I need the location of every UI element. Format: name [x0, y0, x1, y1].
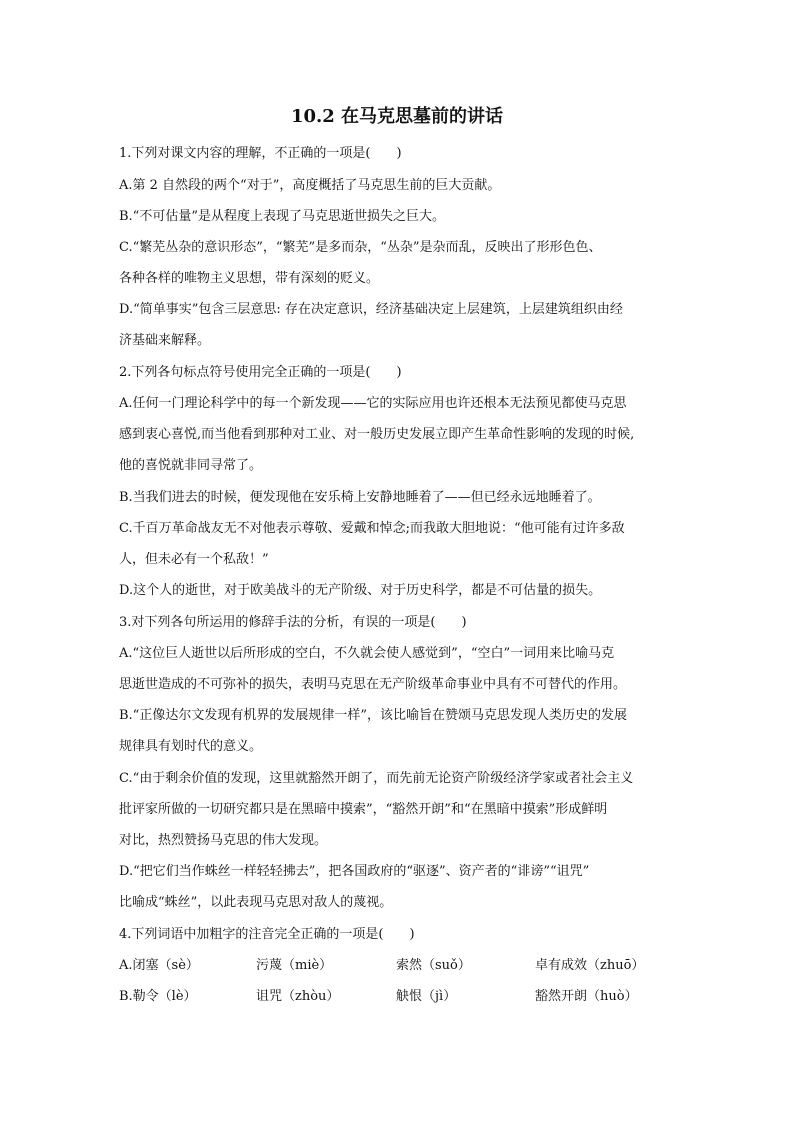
option-cell: B.勒令（lè） — [119, 989, 197, 1004]
question-1-option-c-cont: 各种各样的唯物主义思想，带有深刻的贬义。 — [119, 271, 380, 286]
question-3-option-c-cont: 批评家所做的一切研究都只是在黑暗中摸索”，“豁然开朗”和“在黑暗中摸索”形成鲜明 — [119, 802, 608, 817]
question-1-option-c: C.“繁芜丛杂的意识形态”，“繁芜”是多而杂，“丛杂”是杂而乱，反映出了形形色色、 — [119, 240, 602, 255]
question-3-option-a: A.“这位巨人逝世以后所形成的空白，不久就会使人感觉到”，“空白”一词用来比喻马克 — [119, 646, 615, 661]
question-3-option-b-cont: 规律具有划时代的意义。 — [119, 739, 263, 754]
page-title: 10.2 在马克思墓前的讲话 — [290, 106, 504, 127]
question-3-option-d-cont: 比喻成“蛛丝”，以此表现马克思对敌人的蔑视。 — [119, 895, 393, 910]
question-3-option-b: B.“正像达尔文发现有机界的发展规律一样”，该比喻旨在赞颂马克思发现人类历史的发展 — [119, 708, 627, 723]
option-cell: 索然（suǒ） — [396, 958, 471, 973]
question-2-option-d: D.这个人的逝世，对于欧美战斗的无产阶级、对于历史科学，都是不可估量的损失。 — [119, 583, 602, 598]
question-2-option-c-cont: 人，但未必有一个私敌！” — [119, 552, 269, 567]
question-1-option-b: B.“不可估量”是从程度上表现了马克思逝世损失之巨大。 — [119, 209, 445, 224]
question-2-option-a-cont2: 他的喜悦就非同寻常了。 — [119, 458, 263, 473]
question-1-option-a: A.第 2 自然段的两个“对于”，高度概括了马克思生前的巨大贡献。 — [119, 178, 501, 193]
option-cell: 污蔑（miè） — [256, 958, 333, 973]
question-3-option-c-cont2: 对比，热烈赞扬马克思的伟大发现。 — [119, 833, 328, 848]
option-cell: 卓有成效（zhuō） — [535, 958, 645, 973]
question-1-option-d-cont: 济基础来解释。 — [119, 333, 211, 348]
option-cell: 豁然开朗（huò） — [535, 989, 638, 1004]
question-3-stem: 3.对下列各句所运用的修辞手法的分析，有误的一项是( ) — [119, 615, 467, 630]
question-4-stem: 4.下列词语中加粗字的注音完全正确的一项是( ) — [119, 927, 415, 942]
question-3-option-d: D.“把它们当作蛛丝一样轻轻拂去”，把各国政府的“驱逐”、资产者的“诽谤”“诅咒” — [119, 864, 590, 879]
question-2-option-b: B.当我们进去的时候，便发现他在安乐椅上安静地睡着了——但已经永远地睡着了。 — [119, 490, 601, 505]
question-2-option-c: C.千百万革命战友无不对他表示尊敬、爱戴和悼念;而我敢大胆地说：“他可能有过许多敌 — [119, 521, 625, 536]
question-2-option-a: A.任何一门理论科学中的每一个新发现——它的实际应用也许还根本无法预见都使马克思 — [119, 396, 627, 411]
question-2-option-a-cont: 感到衷心喜悦,而当他看到那种对工业、对一般历史发展立即产生革命性影响的发现的时候, — [119, 427, 635, 442]
option-cell: 诅咒（zhòu） — [256, 989, 340, 1004]
option-cell: 觖恨（jì） — [396, 989, 457, 1004]
question-2-stem: 2.下列各句标点符号使用完全正确的一项是( ) — [119, 365, 402, 380]
option-cell: A.闭塞（sè） — [119, 958, 199, 973]
question-3-option-c: C.“由于剩余价值的发现，这里就豁然开朗了，而先前无论资产阶级经济学家或者社会主义 — [119, 771, 634, 786]
question-1-stem: 1.下列对课文内容的理解，不正确的一项是( ) — [119, 146, 402, 161]
question-3-option-a-cont: 思逝世造成的不可弥补的损失，表明马克思在无产阶级革命事业中具有不可替代的作用。 — [119, 677, 627, 692]
question-1-option-d: D.“简单事实”包含三层意思: 存在决定意识，经济基础决定上层建筑，上层建筑组织由经 — [119, 302, 623, 317]
